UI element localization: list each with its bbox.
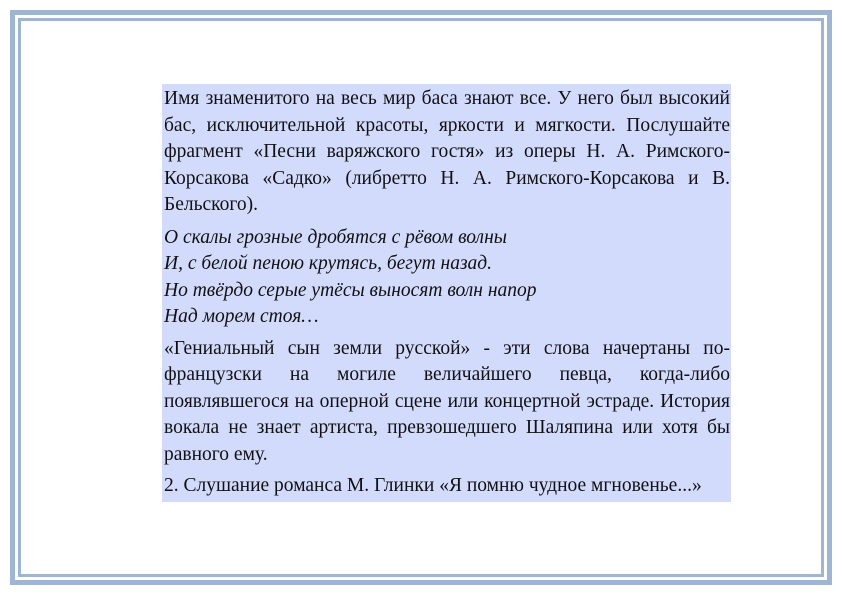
intro-paragraph: Имя знаменитого на весь мир баса знают все. У него был высокий бас, исключительной красоты, яркости и мягкости. Послушайте фрагмент «Песни варяжского гостя» из оперы Н. А. Римского-Корсакова «Садко» (либретто Н. А. Римского-Корсакова и В. Бельского). [164,88,730,215]
poem-excerpt [162,225,731,331]
chaliapin-paragraph: «Гениальный сын земли русской» - эти слова начертаны по-французски на могиле величайшего певца, когда-либо появлявшегося на оперной сцене или концертной эстраде. История вокала не знает артиста, превзошедшего Шаляпина или хотя бы равного ему. [164,337,730,465]
poem-line: О скалы грозные дробятся с рёвом волны [164,226,507,248]
poem-line: И, с белой пеною крутясь, бегут назад. [164,253,493,274]
poem-line: Над морем стоя… [164,306,319,327]
listening-item: 2. Слушание романса М. Глинки «Я помню чудное мгновенье...» [164,475,702,496]
poem-line: Но твёрдо серые утёсы выносят волн напор [164,279,537,301]
text-block [162,84,731,502]
